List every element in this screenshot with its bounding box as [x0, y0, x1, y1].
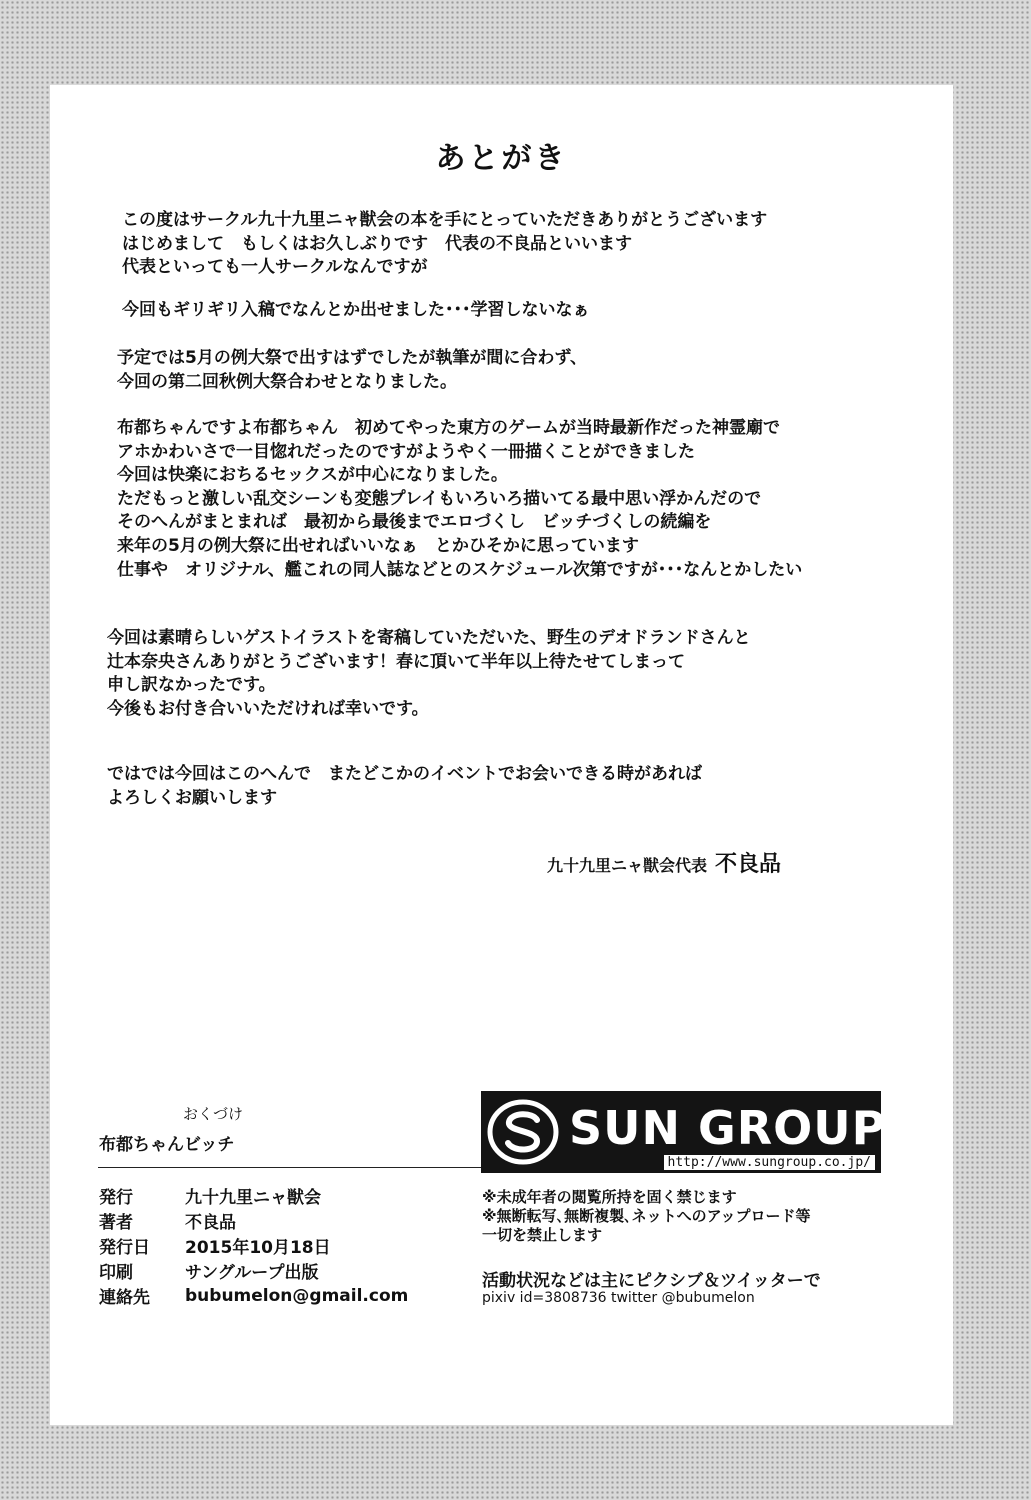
afterword-title: あとがき [435, 141, 568, 176]
colophon-label: 発行 [99, 1188, 133, 1208]
colophon-divider [98, 1167, 488, 1168]
notice-line: ※無断転写､無断複製､ネットへのアップロード等 [482, 1207, 811, 1225]
sungroup-brand: SUN GROUP [569, 1101, 887, 1155]
sungroup-url: http://www.sungroup.co.jp/ [664, 1155, 876, 1170]
text-line: 今回は快楽におちるセックスが中心になりました。 [117, 465, 508, 486]
colophon-label: 著者 [99, 1213, 133, 1233]
text-line: アホかわいさで一目惚れだったのですがようやく一冊描くことができました [117, 441, 695, 462]
signature [547, 847, 781, 878]
text-line: そのへんがまとまれば 最初から最後までエロづくし ビッチづくしの続編を [117, 512, 712, 533]
colophon-value: 九十九里ニャ獣会 [185, 1188, 321, 1208]
colophon-row-publisher [99, 1183, 408, 1208]
colophon-label: 印刷 [99, 1263, 133, 1283]
colophon-value: 不良品 [185, 1213, 236, 1233]
colophon-value: 2015年10月18日 [185, 1238, 331, 1258]
notice-line: ※未成年者の閲覧所持を固く禁じます [482, 1188, 737, 1206]
text-line: 来年の5月の例大祭に出せればいいなぁ とかひそかに思っています [117, 535, 639, 556]
text-line: 今回もギリギリ入稿でなんとか出せました･･･学習しないなぁ [122, 300, 590, 320]
text-line: はじめまして もしくはお久しぶりです 代表の不良品といいます [122, 233, 632, 254]
text-line: 辻本奈央さんありがとうございます！春に頂いて半年以上待たせてしまって [107, 651, 685, 672]
afterword-paragraph-futo [117, 417, 802, 582]
social-ids: pixiv id=3808736 twitter @bubumelon [482, 1290, 755, 1306]
colophon-value: bubumelon@gmail.com [185, 1285, 409, 1306]
text-line: 仕事や オリジナル、艦これの同人誌などとのスケジュール次第ですが･･･なんとかしたい [117, 559, 803, 580]
sungroup-logo [481, 1091, 887, 1173]
text-line: ただもっと激しい乱交シーンも変態プレイもいろいろ描いてる最中思い浮かんだので [117, 488, 762, 509]
afterword-paragraph-closing [107, 763, 702, 810]
text-line: ではでは今回はこのへんで またどこかのイベントでお会いできる時があれば [107, 764, 702, 784]
colophon-value: サングループ出版 [185, 1263, 319, 1283]
text-line: この度はサークル九十九里ニャ獣会の本を手にとっていただきありがとうございます [122, 210, 768, 230]
signature-name: 不良品 [715, 852, 782, 877]
afterword-paragraph-thanks [107, 627, 751, 721]
notice-line: 一切を禁止します [482, 1226, 603, 1244]
afterword-paragraph-schedule [117, 347, 587, 394]
afterword-paragraph-greeting [122, 209, 767, 280]
activity-note: 活動状況などは主にピクシブ＆ツイッターで [482, 1271, 821, 1291]
colophon-row-date [99, 1233, 408, 1258]
page-sheet [50, 85, 953, 1425]
text-line: よろしくお願いします [107, 787, 277, 808]
colophon-row-contact [99, 1283, 408, 1308]
colophon-row-author [99, 1208, 408, 1233]
text-line: 布都ちゃんですよ布都ちゃん 初めてやった東方のゲームが当時最新作だった神霊廟で [117, 418, 780, 438]
colophon-table [99, 1183, 408, 1308]
text-line: 今回の第二回秋例大祭合わせとなりました。 [117, 371, 457, 392]
text-line: 代表といっても一人サークルなんですが [122, 257, 428, 278]
signature-org: 九十九里ニャ獣会代表 [547, 856, 708, 875]
text-line: 今回は素晴らしいゲストイラストを寄稿していただいた、野生のデオドランドさんと [107, 628, 751, 648]
colophon-row-printer [99, 1258, 408, 1283]
text-line: 予定では5月の例大祭で出すはずでしたが執筆が間に合わず、 [117, 348, 587, 368]
sungroup-emblem-icon [487, 1098, 559, 1166]
text-line: 申し訳なかったです。 [107, 675, 276, 696]
colophon-label: 連絡先 [99, 1288, 150, 1308]
colophon-label: 発行日 [99, 1238, 150, 1258]
afterword-paragraph-deadline [122, 299, 590, 323]
text-line: 今後もお付き合いいただければ幸いです。 [107, 698, 429, 719]
notices [482, 1188, 811, 1245]
colophon-book-title: 布都ちゃんビッチ [99, 1135, 235, 1155]
colophon-heading: おくづけ [183, 1105, 244, 1123]
